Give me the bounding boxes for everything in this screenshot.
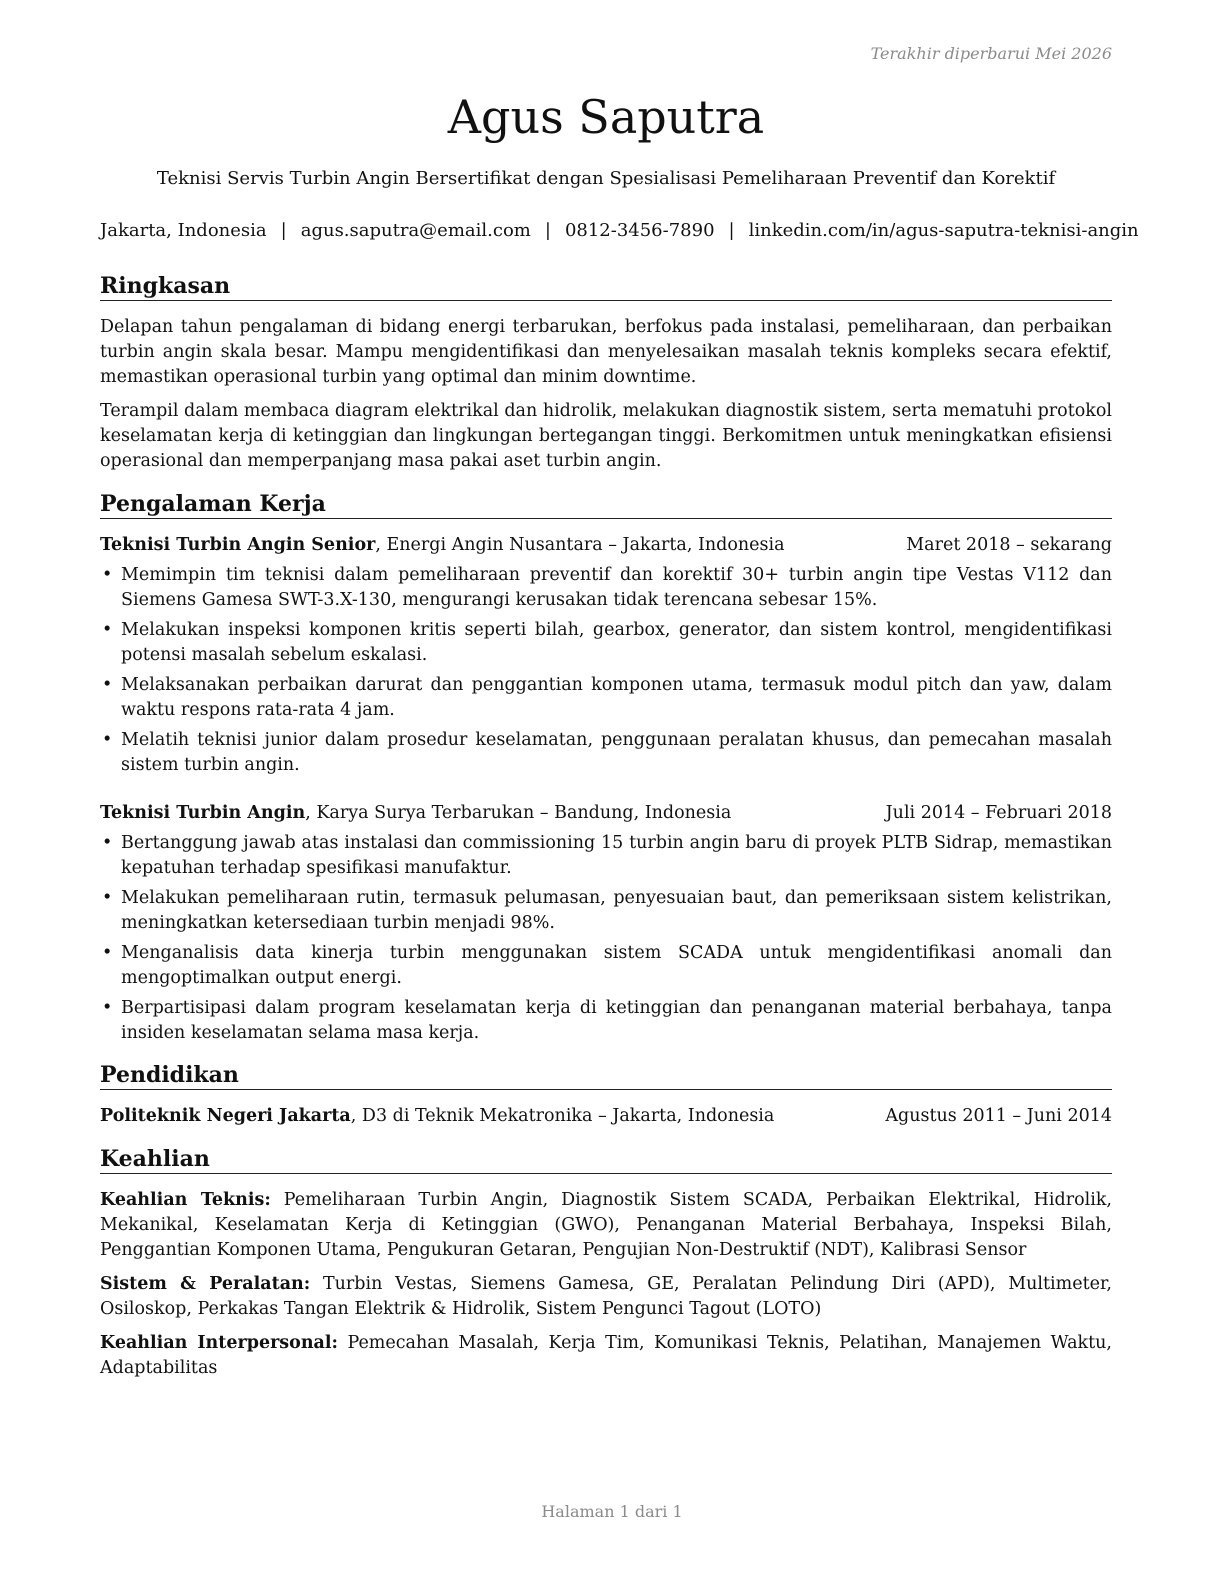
job-company: , Energi Angin Nusantara – Jakarta, Indonesia <box>375 535 785 555</box>
job-bullets-2 <box>100 831 1112 1051</box>
contact-separator: | <box>728 220 735 241</box>
last-updated: Terakhir diperbarui Mei 2026 <box>870 44 1112 63</box>
list-item: • Berpartisipasi dalam program keselamatan kerja di ketinggian dan penanganan material berbahaya, tanpa insiden keselamatan selama masa kerja. <box>100 996 1112 1046</box>
list-item: • Bertanggung jawab atas instalasi dan commissioning 15 turbin angin baru di proyek PLTB Sidrap, memastikan kepatuhan terhadap spesifikasi manufaktur. <box>100 831 1112 881</box>
skill-label: Keahlian Interpersonal: <box>100 1333 338 1353</box>
contact-line <box>100 219 1139 243</box>
education-entry <box>100 1104 1112 1129</box>
job-company: , Karya Surya Terbarukan – Bandung, Indonesia <box>305 803 732 823</box>
contact-separator: | <box>544 220 551 241</box>
job-role: Teknisi Turbin Angin Senior <box>100 535 376 555</box>
section-title-experience: Pengalaman Kerja <box>100 490 1112 519</box>
education-school: Politeknik Negeri Jakarta <box>100 1106 351 1126</box>
tagline: Teknisi Servis Turbin Angin Bersertifikat dengan Spesialisasi Pemeliharaan Preventif dan Korektif <box>156 168 1056 189</box>
list-item: • Melaksanakan perbaikan darurat dan penggantian komponen utama, termasuk modul pitch dan yaw, dalam waktu respons rata-rata 4 jam. <box>100 673 1112 723</box>
list-item: • Memimpin tim teknisi dalam pemeliharaan preventif dan korektif 30+ turbin angin tipe Vestas V112 dan Siemens Gamesa SWT-3.X-130, mengurangi kerusakan tidak terencana sebesar 15%. <box>100 563 1112 613</box>
skill-label: Sistem & Peralatan: <box>100 1274 311 1294</box>
list-item: • Melatih teknisi junior dalam prosedur keselamatan, penggunaan peralatan khusus, dan pemecahan masalah sistem turbin angin. <box>100 728 1112 778</box>
skill-group-technical <box>100 1188 1112 1263</box>
education-detail: , D3 di Teknik Mekatronika – Jakarta, Indonesia <box>350 1106 775 1126</box>
job-dates: Maret 2018 – sekarang <box>906 535 1112 555</box>
job-title-company <box>100 533 785 558</box>
contact-email[interactable]: agus.saputra@email.com <box>300 220 531 241</box>
list-item: • Melakukan inspeksi komponen kritis seperti bilah, gearbox, generator, dan sistem kontrol, mengidentifikasi potensi masalah sebelum eskalasi. <box>100 618 1112 668</box>
education-dates: Agustus 2011 – Juni 2014 <box>885 1106 1112 1126</box>
page-number: Halaman 1 dari 1 <box>541 1502 683 1521</box>
education-school-detail <box>100 1104 774 1129</box>
job-title-company <box>100 801 731 826</box>
contact-location: Jakarta, Indonesia <box>100 220 267 241</box>
job-header-2 <box>100 801 1112 826</box>
skill-text: Pemecahan Masalah, Kerja Tim, Komunikasi Teknis, Pelatihan, Manajemen Waktu, Adaptabilitas <box>100 1333 1112 1378</box>
job-role: Teknisi Turbin Angin <box>100 803 306 823</box>
job-header-1 <box>100 533 1112 558</box>
contact-linkedin[interactable]: linkedin.com/in/agus-saputra-teknisi-angin <box>748 220 1139 241</box>
skill-text: Turbin Vestas, Siemens Gamesa, GE, Peralatan Pelindung Diri (APD), Multimeter, Osiloskop, Perkakas Tangan Elektrik & Hidrolik, Sistem Pengunci Tagout (LOTO) <box>100 1274 1112 1319</box>
summary-paragraph-1: Delapan tahun pengalaman di bidang energi terbarukan, berfokus pada instalasi, pemeliharaan, dan perbaikan turbin angin skala besar. Mampu mengidentifikasi dan menyelesaikan masalah teknis kompleks secara efektif, memastikan operasional turbin yang optimal dan minim downtime. <box>100 317 1112 387</box>
job-bullets-1 <box>100 563 1112 783</box>
section-title-summary: Ringkasan <box>100 272 1112 301</box>
section-title-skills: Keahlian <box>100 1145 1112 1174</box>
list-item: • Melakukan pemeliharaan rutin, termasuk pelumasan, penyesuaian baut, dan pemeriksaan sistem kelistrikan, meningkatkan ketersediaan turbin menjadi 98%. <box>100 886 1112 936</box>
section-title-education: Pendidikan <box>100 1061 1112 1090</box>
list-item: • Menganalisis data kinerja turbin menggunakan sistem SCADA untuk mengidentifikasi anomali dan mengoptimalkan output energi. <box>100 941 1112 991</box>
candidate-name: Agus Saputra <box>447 90 765 144</box>
contact-phone: 0812-3456-7890 <box>564 220 715 241</box>
skill-label: Keahlian Teknis: <box>100 1190 271 1210</box>
skill-text: Pemeliharaan Turbin Angin, Diagnostik Sistem SCADA, Perbaikan Elektrikal, Hidrolik, Mekanikal, Keselamatan Kerja di Ketinggian (GWO), Penanganan Material Berbahaya, Inspeksi Bilah, Penggantian Komponen Utama, Pengukuran Getaran, Pengujian Non-Destruktif (NDT), Kalibrasi Sensor <box>100 1190 1112 1260</box>
skill-group-interpersonal <box>100 1331 1112 1381</box>
job-dates: Juli 2014 – Februari 2018 <box>885 803 1112 823</box>
contact-separator: | <box>280 220 287 241</box>
skill-group-tools <box>100 1272 1112 1322</box>
summary-paragraph-2: Terampil dalam membaca diagram elektrikal dan hidrolik, melakukan diagnostik sistem, serta mematuhi protokol keselamatan kerja di ketinggian dan lingkungan bertegangan tinggi. Berkomitmen untuk meningkatkan efisiensi operasional dan memperpanjang masa pakai aset turbin angin. <box>100 401 1112 471</box>
